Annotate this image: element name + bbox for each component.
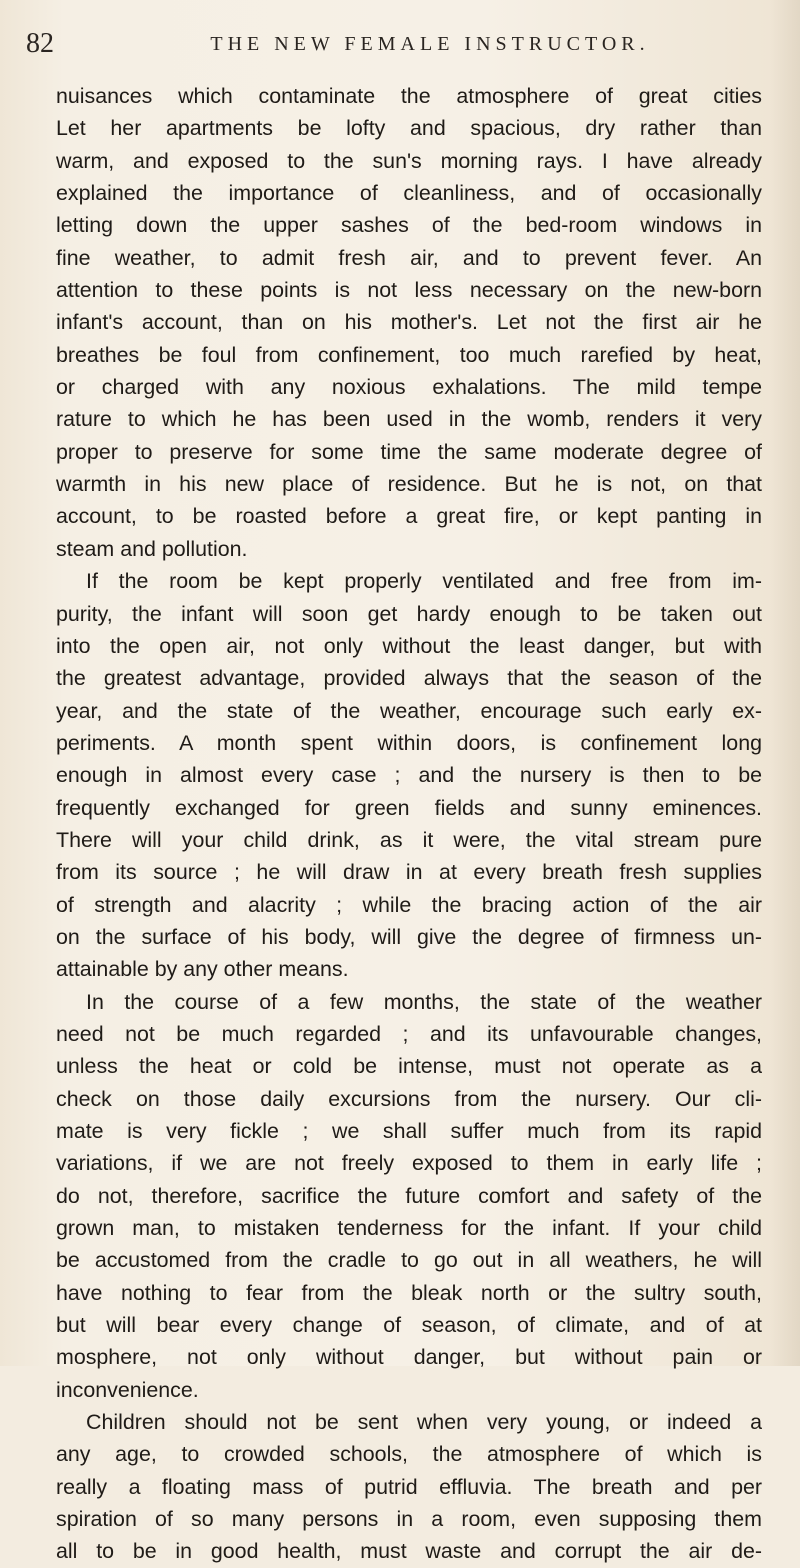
text-line: fine weather, to admit fresh air, and to prevent fever. An bbox=[56, 245, 762, 270]
page-number: 82 bbox=[26, 28, 54, 59]
text-line: purity, the infant will soon get hardy enough to be taken out bbox=[56, 601, 762, 626]
text-line: mate is very fickle ; we shall suffer much from its rapid bbox=[56, 1119, 762, 1143]
paragraph-start-line: If the room be kept properly ventilated and free from im- bbox=[86, 569, 762, 594]
text-line: any age, to crowded schools, the atmosphere of which is bbox=[56, 1442, 762, 1467]
text-line: of strength and alacrity ; while the bracing action of the air bbox=[56, 892, 762, 917]
text-line: warm, and exposed to the sun's morning rays. I have already bbox=[56, 148, 762, 173]
text-line: There will your child drink, as it were, the vital stream pure bbox=[56, 827, 762, 852]
paragraph-start-line: In the course of a few months, the state of the weather bbox=[86, 989, 762, 1014]
text-line: warmth in his new place of residence. But he is not, on that bbox=[56, 472, 762, 497]
text-line: do not, therefore, sacrifice the future comfort and safety of the bbox=[56, 1183, 762, 1208]
text-line: periments. A month spent within doors, is confinement long bbox=[56, 730, 762, 755]
text-line: breathes be foul from confinement, too much rarefied by heat, bbox=[56, 342, 762, 367]
text-line: need not be much regarded ; and its unfavourable changes, bbox=[56, 1021, 762, 1046]
text-line: steam and pollution. bbox=[56, 536, 248, 561]
text-line: mosphere, not only without danger, but without pain or bbox=[56, 1345, 762, 1370]
text-line: from its source ; he will draw in at every breath fresh supplies bbox=[56, 860, 762, 885]
text-line: on the surface of his body, will give the degree of firmness un- bbox=[56, 924, 762, 949]
text-line: letting down the upper sashes of the bed-room windows in bbox=[56, 213, 762, 238]
text-line: but will bear every change of season, of climate, and of at bbox=[56, 1313, 762, 1338]
text-line: attention to these points is not less necessary on the new-born bbox=[56, 278, 762, 303]
page-edge-shadow bbox=[770, 0, 800, 1366]
text-line: infant's account, than on his mother's. Let not the first air he bbox=[56, 310, 762, 335]
text-line: enough in almost every case ; and the nursery is then to be bbox=[56, 763, 762, 788]
page-header bbox=[26, 28, 774, 60]
text-line: rature to which he has been used in the womb, renders it very bbox=[56, 407, 762, 432]
text-line: really a floating mass of putrid effluvia. The breath and per bbox=[56, 1474, 762, 1499]
text-line: all to be in good health, must waste and corrupt the air de- bbox=[56, 1539, 762, 1564]
text-line: proper to preserve for some time the same moderate degree of bbox=[56, 439, 762, 464]
text-line: or charged with any noxious exhalations. The mild tempe bbox=[56, 375, 762, 400]
text-line: unless the heat or cold be intense, must not operate as a bbox=[56, 1054, 762, 1079]
running-head: THE NEW FEMALE INSTRUCTOR. bbox=[210, 33, 650, 55]
text-line: grown man, to mistaken tenderness for the infant. If your child bbox=[56, 1216, 762, 1241]
text-line: have nothing to fear from the bleak north or the sultry south, bbox=[56, 1280, 762, 1305]
text-line: the greatest advantage, provided always that the season of the bbox=[56, 666, 762, 691]
text-line: explained the importance of cleanliness, and of occasionally bbox=[56, 181, 762, 206]
text-line: into the open air, not only without the least danger, but with bbox=[56, 633, 762, 658]
text-line: frequently exchanged for green fields and sunny eminences. bbox=[56, 795, 762, 820]
text-line: year, and the state of the weather, encourage such early ex- bbox=[56, 698, 762, 723]
text-line: Let her apartments be lofty and spacious, dry rather than bbox=[56, 116, 762, 141]
body-text bbox=[56, 80, 762, 1568]
text-line: account, to be roasted before a great fire, or kept panting in bbox=[56, 504, 762, 529]
text-line: be accustomed from the cradle to go out in all weathers, he will bbox=[56, 1248, 762, 1273]
text-line: variations, if we are not freely exposed to them in early life ; bbox=[56, 1151, 762, 1176]
paragraph-start-line: Children should not be sent when very young, or indeed a bbox=[86, 1410, 762, 1435]
text-line: attainable by any other means. bbox=[56, 957, 349, 982]
text-line: check on those daily excursions from the nursery. Our cli- bbox=[56, 1086, 762, 1111]
text-line: spiration of so many persons in a room, even supposing them bbox=[56, 1507, 762, 1532]
text-line: nuisances which contaminate the atmosphere of great cities bbox=[56, 84, 762, 108]
text-line: inconvenience. bbox=[56, 1377, 199, 1402]
